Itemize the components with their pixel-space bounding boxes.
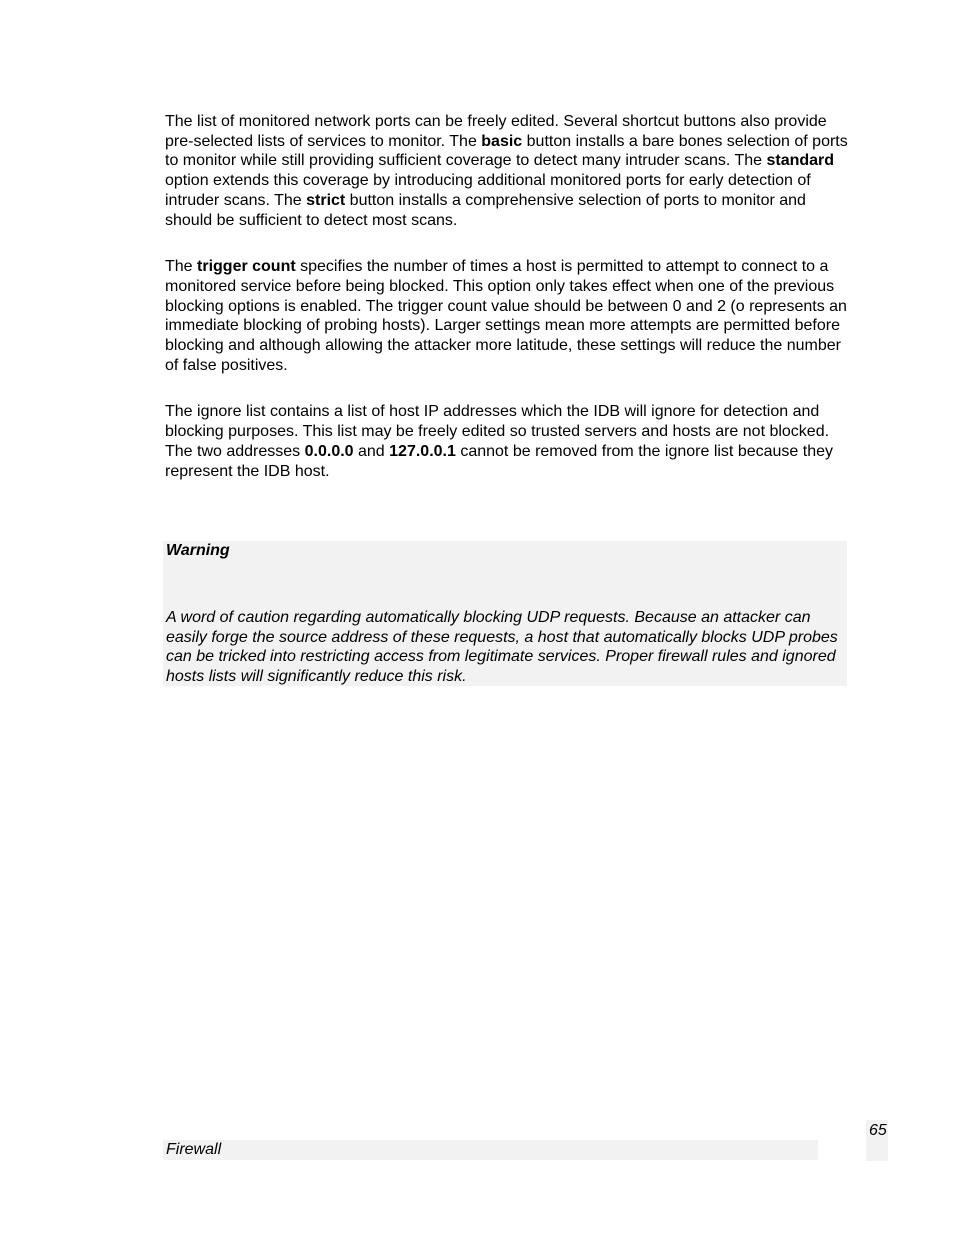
- paragraph-text: specifies the number of times a host is permitted to attempt to connect to a monitored service before being blocked. This option only takes effect when one of the previous blocking options is enabled. The trigger count value should be between 0 and 2 (o represents an immediate blocking of probing hosts). Larger settings mean more attempts are permitted before blocking and although allowing the attacker more latitude, these settings will reduce the number of false positives.: [165, 258, 847, 374]
- paragraph-text: The ignore list contains a list of host IP addresses which the IDB will ignore for detection and blocking purposes. This list may be freely edited so trusted servers and hosts are not blocked. The two addresses: [165, 403, 830, 460]
- term-strict: strict: [306, 191, 346, 209]
- warning-text: A word of caution regarding automatically blocking UDP requests. Because an attacker can easily forge the source address of these requests, a host that automatically blocks UDP probes can be tricked into restricting access from legitimate services. Proper firewall rules and ignored hosts lists will significantly reduce this risk.: [166, 609, 838, 686]
- paragraph-text: button installs a comprehensive selection of ports to monitor and should be sufficient to detect most scans.: [165, 191, 806, 229]
- paragraph-text: The: [165, 258, 198, 276]
- page-footer: [163, 1140, 818, 1160]
- term-standard: standard: [766, 152, 835, 170]
- paragraph-text: and: [353, 442, 390, 460]
- term-basic: basic: [481, 132, 523, 150]
- term-address-localhost: 127.0.0.1: [389, 442, 456, 460]
- paragraph-trigger-count: [165, 257, 849, 375]
- paragraph-text: The list of monitored network ports can be freely edited. Several shortcut buttons also provide pre-selected lists of services to monitor. The: [165, 113, 827, 150]
- footer-label: Firewall: [166, 1141, 222, 1158]
- page-number-box: [866, 1120, 888, 1161]
- page-body: [165, 112, 849, 481]
- warning-box: [163, 541, 847, 686]
- paragraph-text: button installs a bare bones selection of ports to monitor while still providing sufficient coverage to detect many intruder scans. The: [165, 132, 848, 170]
- warning-title: Warning: [166, 542, 230, 559]
- term-address-zero: 0.0.0.0: [304, 442, 354, 460]
- paragraph-port-list: [165, 112, 849, 230]
- paragraph-text: option extends this coverage by introducing additional monitored ports for early detection of intruder scans. The: [165, 172, 811, 209]
- page-number: 65: [869, 1122, 887, 1139]
- paragraph-text: cannot be removed from the ignore list because they represent the IDB host.: [165, 442, 833, 480]
- paragraph-ignore-list: [165, 402, 849, 481]
- term-trigger-count: trigger count: [197, 258, 296, 276]
